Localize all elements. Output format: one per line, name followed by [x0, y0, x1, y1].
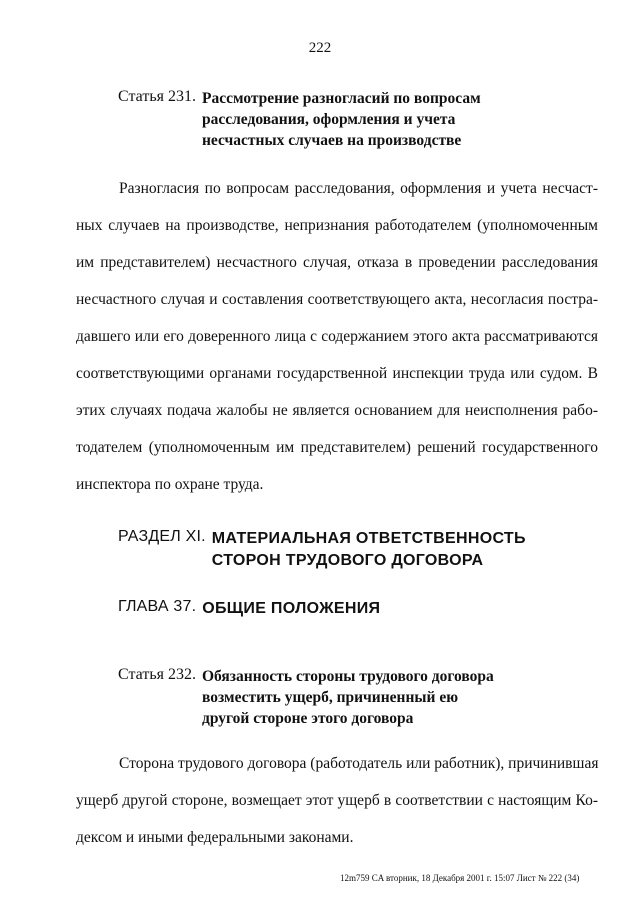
article-231-heading: [118, 88, 481, 151]
body-line: ных случаев на производстве, непризнания работодателем (уполномоченным: [76, 217, 598, 234]
article-232-label: Статья 232.: [118, 666, 196, 683]
body-line: давшего или его доверенного лица с содержанием этого акта рассматриваются: [76, 328, 598, 345]
chapter-heading: [118, 598, 380, 620]
section-title-line: СТОРОН ТРУДОВОГО ДОГОВОРА: [211, 552, 484, 569]
body-line: ущерб другой стороне, возмещает этот ущерб в соответствии с настоящим Ко-: [76, 792, 598, 809]
print-footer: 12m759 CA вторник, 18 Декабря 2001 г. 15:07 Лист № 222 (34): [340, 873, 580, 883]
article-231-body: [76, 178, 598, 511]
article-232-title-line: другой стороне этого договора: [201, 710, 414, 727]
section-title-line: МАТЕРИАЛЬНАЯ ОТВЕТСТВЕННОСТЬ: [211, 530, 526, 547]
article-232-body: [76, 753, 598, 864]
body-line: Сторона трудового договора (работодатель или работник), причинившая: [119, 755, 599, 772]
chapter-title: [202, 598, 380, 620]
article-231-title: [202, 88, 481, 151]
article-232-title-line: Обязанность стороны трудового договора: [201, 668, 494, 685]
article-231-title-line: Рассмотрение разногласий по вопросам: [201, 90, 481, 107]
body-line: им представителем) несчастного случая, отказа в проведении расследования: [76, 254, 598, 271]
page-number: 222: [308, 40, 332, 56]
body-line: этих случаях подача жалобы не является основанием для неисполнения рабо-: [76, 402, 598, 419]
body-line: соответствующими органами государственной инспекции труда или судом. В: [76, 365, 598, 382]
article-232-title: [202, 666, 494, 729]
body-line: дексом и иными федеральными законами.: [76, 829, 354, 846]
article-231-title-line: расследования, оформления и учета: [201, 111, 456, 128]
section-title: [212, 528, 526, 572]
section-label: РАЗДЕЛ XI.: [118, 528, 206, 545]
article-231-label: Статья 231.: [118, 88, 196, 105]
article-231-title-line: несчастных случаев на производстве: [201, 132, 462, 149]
body-line: несчастного случая и составления соответствующего акта, несогласия постра-: [76, 291, 598, 308]
body-line: тодателем (уполномоченным им представителем) решений государственного: [76, 439, 598, 456]
chapter-title-text: ОБЩИЕ ПОЛОЖЕНИЯ: [202, 600, 381, 617]
body-line: Разногласия по вопросам расследования, оформления и учета несчаст-: [119, 180, 598, 197]
article-232-heading: [118, 666, 494, 729]
chapter-label: ГЛАВА 37.: [118, 598, 197, 615]
body-line: инспектора по охране труда.: [76, 476, 264, 493]
section-heading: [118, 528, 526, 572]
article-232-title-line: возместить ущерб, причиненный ею: [201, 689, 459, 706]
